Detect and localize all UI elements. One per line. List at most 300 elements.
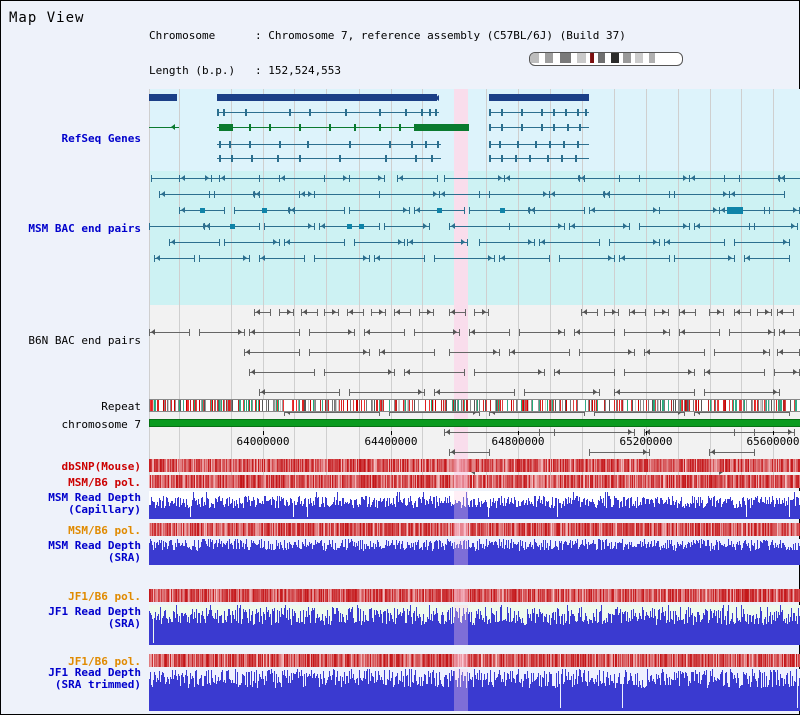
strand-arrow	[583, 95, 587, 101]
bac-pair-line	[149, 332, 189, 333]
repeat-element	[655, 400, 656, 411]
bac-pair-line	[349, 392, 424, 393]
repeat-element	[310, 400, 311, 411]
transcript-exon	[339, 155, 341, 162]
bac-end-tick	[734, 255, 735, 262]
repeat-element	[374, 400, 375, 411]
transcript-exon	[579, 124, 581, 131]
bac-end-tick	[723, 309, 724, 316]
bac-strand-arrow	[181, 207, 185, 213]
gene-exon-green	[354, 124, 356, 131]
bac-strand-arrow	[363, 255, 367, 261]
bac-pair-line	[604, 194, 674, 195]
bac-strand-arrow	[451, 449, 455, 455]
repeat-element	[455, 400, 456, 411]
repeat-element	[711, 400, 712, 411]
bac-strand-arrow	[238, 329, 242, 335]
repeat-element	[359, 400, 360, 411]
bac-pair-line	[539, 242, 599, 243]
bac-strand-arrow	[593, 389, 597, 395]
grid-line	[391, 171, 392, 305]
b6n-bac-end-pairs-track	[149, 305, 800, 481]
bac-strand-arrow	[381, 349, 385, 355]
repeat-element	[671, 400, 672, 411]
bac-pair-line	[284, 412, 379, 413]
bac-end-tick	[397, 175, 398, 182]
bac-end-tick	[194, 255, 195, 262]
bac-end-tick	[488, 309, 489, 316]
repeat-element	[741, 400, 742, 411]
bac-end-tick	[769, 349, 770, 356]
repeat-element	[256, 400, 257, 411]
repeat-element	[232, 400, 233, 411]
bac-strand-arrow	[723, 191, 727, 197]
bac-end-tick	[270, 309, 271, 316]
repeat-element	[614, 400, 615, 411]
bac-strand-arrow	[606, 191, 610, 197]
transcript-exon	[231, 155, 233, 162]
repeat-element	[343, 400, 344, 411]
bac-end-tick	[669, 191, 670, 198]
bac-end-tick	[349, 389, 350, 396]
repeat-element	[617, 400, 618, 411]
bac-end-tick	[394, 369, 395, 376]
strand-arrow	[173, 95, 177, 101]
bac-highlight-block	[727, 207, 743, 214]
repeat-element	[212, 400, 213, 411]
repeat-element	[708, 400, 709, 411]
bac-end-tick	[797, 223, 798, 230]
grid-line	[614, 171, 615, 305]
transcript-exon	[521, 109, 523, 116]
bac-pair-line	[289, 210, 344, 211]
bac-end-tick	[604, 309, 605, 316]
bac-end-tick	[314, 369, 315, 376]
transcript-exon	[415, 155, 417, 162]
repeat-element	[409, 400, 410, 411]
ideogram-band	[577, 53, 586, 63]
bac-end-tick	[394, 309, 395, 316]
bac-strand-arrow	[388, 369, 392, 375]
bac-strand-arrow	[151, 329, 155, 335]
repeat-element	[446, 400, 447, 411]
transcript-exon	[489, 124, 491, 131]
bac-strand-arrow	[531, 207, 535, 213]
bac-end-tick	[694, 369, 695, 376]
transcript-exon	[561, 155, 563, 162]
bac-end-tick	[249, 369, 250, 376]
bac-strand-arrow	[783, 239, 787, 245]
repeat-element	[638, 400, 639, 411]
bac-end-tick	[544, 369, 545, 376]
track-label-msm-bac: MSM BAC end pairs	[28, 222, 141, 235]
transcript-exon	[501, 109, 503, 116]
repeat-element	[490, 400, 491, 411]
bac-strand-arrow	[416, 207, 420, 213]
grid-line	[582, 171, 583, 305]
bac-pair-line	[434, 258, 494, 259]
transcript-exon	[219, 141, 221, 148]
bac-end-tick	[449, 223, 450, 230]
repeat-element	[762, 400, 763, 411]
bac-strand-arrow	[728, 255, 732, 261]
bac-end-tick	[564, 223, 565, 230]
bac-strand-arrow	[378, 175, 382, 181]
gene-exon-block	[217, 94, 437, 101]
bac-strand-arrow	[681, 309, 685, 315]
repeat-element	[500, 400, 501, 411]
bac-end-tick	[750, 309, 751, 316]
bac-pair-line	[354, 242, 404, 243]
transcript-exon	[279, 141, 281, 148]
bac-end-tick	[499, 349, 500, 356]
center-highlight-band	[454, 491, 468, 519]
repeat-element	[221, 400, 222, 411]
bac-end-tick	[279, 239, 280, 246]
bac-strand-arrow	[332, 309, 336, 315]
bac-end-tick	[264, 223, 265, 230]
chromosome-ideogram[interactable]	[529, 52, 683, 66]
repeat-element	[435, 400, 436, 411]
repeat-element	[781, 400, 782, 411]
bac-strand-arrow	[399, 175, 403, 181]
repeat-element	[183, 400, 184, 411]
strand-arrow	[171, 124, 175, 130]
bac-end-tick	[581, 309, 582, 316]
bac-strand-arrow	[256, 309, 260, 315]
gene-exon-green	[379, 124, 381, 131]
repeat-element	[283, 400, 284, 411]
repeat-element	[513, 400, 514, 411]
bac-end-tick	[259, 255, 260, 262]
repeat-element	[755, 400, 756, 411]
bac-pair-line	[469, 332, 509, 333]
bac-end-tick	[474, 309, 475, 316]
bac-strand-arrow	[273, 239, 277, 245]
bac-strand-arrow	[221, 175, 225, 181]
repeat-element	[341, 400, 342, 411]
bac-end-tick	[344, 207, 345, 214]
bac-end-tick	[199, 255, 200, 262]
bac-strand-arrow	[206, 223, 210, 229]
repeat-element	[682, 400, 683, 411]
bac-pair-line	[744, 258, 789, 259]
bac-pair-line	[224, 242, 279, 243]
transcript-exon	[249, 141, 251, 148]
bac-end-tick	[549, 255, 550, 262]
bac-marker	[437, 208, 442, 213]
page-title: Map View	[9, 10, 85, 26]
bac-strand-arrow	[608, 255, 612, 261]
bac-end-tick	[179, 175, 180, 182]
repeat-element	[570, 400, 571, 411]
ideogram-band	[623, 53, 631, 63]
transcript-exon	[429, 109, 431, 116]
repeat-element	[511, 400, 512, 411]
repeat-element	[785, 400, 786, 411]
grid-line	[422, 171, 423, 305]
repeat-element	[725, 400, 726, 411]
repeat-element	[399, 400, 400, 411]
transcript-exon	[577, 109, 579, 116]
repeat-element	[246, 400, 247, 411]
bac-strand-arrow	[441, 191, 445, 197]
repeat-element	[729, 400, 730, 411]
bac-marker	[262, 208, 267, 213]
transcript-exon	[345, 109, 347, 116]
info-length: Length (b.p.) : 152,524,553	[149, 63, 342, 77]
bac-pair-line	[694, 412, 789, 413]
bac-end-tick	[324, 309, 325, 316]
bac-strand-arrow	[543, 191, 547, 197]
repeat-element	[658, 400, 659, 411]
bac-strand-arrow	[681, 329, 685, 335]
bac-strand-arrow	[348, 329, 352, 335]
bac-pair-line	[589, 452, 649, 453]
bac-end-tick	[614, 329, 615, 336]
bac-strand-arrow	[581, 175, 585, 181]
bac-end-tick	[793, 309, 794, 316]
bac-pair-line	[704, 372, 764, 373]
repeat-element	[648, 400, 649, 411]
bac-strand-arrow	[781, 175, 785, 181]
bac-end-tick	[774, 329, 775, 336]
bac-strand-arrow	[453, 329, 457, 335]
bac-pair-line	[674, 258, 734, 259]
bac-strand-arrow	[433, 191, 437, 197]
repeat-element	[350, 400, 351, 411]
repeat-element	[562, 400, 563, 411]
track-label-b6n-bac: B6N BAC end pairs	[28, 334, 141, 347]
bac-strand-arrow	[736, 309, 740, 315]
grid-line	[646, 171, 647, 305]
bac-end-tick	[234, 207, 235, 214]
transcript-exon	[489, 141, 491, 148]
transcript-exon	[425, 141, 427, 148]
repeat-element	[623, 400, 624, 411]
repeat-element	[619, 400, 620, 411]
bac-end-tick	[434, 389, 435, 396]
bac-strand-arrow	[711, 449, 715, 455]
bac-pair-line	[489, 412, 584, 413]
bac-pair-line	[729, 194, 784, 195]
repeat-element	[305, 400, 306, 411]
bac-end-tick	[369, 349, 370, 356]
bac-strand-arrow	[451, 223, 455, 229]
bac-end-tick	[679, 329, 680, 336]
repeat-element	[190, 400, 191, 411]
bac-pair-line	[664, 242, 724, 243]
bac-strand-arrow	[765, 309, 769, 315]
bac-end-tick	[704, 349, 705, 356]
bac-strand-arrow	[471, 329, 475, 335]
bac-pair-line	[169, 242, 219, 243]
center-highlight-band	[454, 523, 468, 536]
bac-pair-line	[244, 352, 299, 353]
bac-pair-line	[209, 194, 259, 195]
bac-end-tick	[579, 175, 580, 182]
bac-end-tick	[404, 329, 405, 336]
bac-pair-line	[724, 178, 784, 179]
repeat-element	[486, 400, 487, 411]
transcript-exon	[553, 124, 555, 131]
bac-strand-arrow	[558, 223, 562, 229]
bac-strand-arrow	[261, 389, 265, 395]
bac-end-tick	[339, 389, 340, 396]
transcript-exon	[489, 109, 491, 116]
bac-end-tick	[439, 191, 440, 198]
bac-end-tick	[609, 239, 610, 246]
repeat-element	[320, 400, 321, 411]
bac-end-tick	[524, 389, 525, 396]
repeat-element	[640, 400, 641, 411]
bac-strand-arrow	[628, 349, 632, 355]
bac-strand-arrow	[551, 191, 555, 197]
repeat-element	[224, 400, 225, 411]
bac-end-tick	[444, 175, 445, 182]
repeat-element	[796, 400, 797, 411]
bac-end-tick	[704, 369, 705, 376]
transcript-exon	[309, 109, 311, 116]
bac-strand-arrow	[662, 309, 666, 315]
bac-pair-line	[154, 258, 194, 259]
bac-end-tick	[774, 369, 775, 376]
bac-pair-line	[529, 210, 584, 211]
repeat-element	[507, 400, 508, 411]
gene-exon-block-green	[414, 124, 469, 131]
bac-pair-line	[714, 352, 769, 353]
bac-pair-line	[264, 226, 314, 227]
bac-pair-line	[474, 372, 544, 373]
repeat-element	[577, 400, 578, 411]
bac-marker	[200, 208, 205, 213]
bac-end-tick	[419, 309, 420, 316]
bac-end-tick	[379, 349, 380, 356]
bac-end-tick	[259, 223, 260, 230]
bac-strand-arrow	[171, 239, 175, 245]
bac-end-tick	[363, 309, 364, 316]
bac-end-tick	[744, 255, 745, 262]
bac-end-tick	[347, 309, 348, 316]
bac-strand-arrow	[717, 309, 721, 315]
bac-pair-line	[349, 210, 409, 211]
transcript-exon	[567, 124, 569, 131]
bac-end-tick	[429, 223, 430, 230]
bac-strand-arrow	[398, 239, 402, 245]
repeat-element	[553, 400, 554, 411]
bac-end-tick	[324, 369, 325, 376]
transcript-line	[489, 112, 589, 113]
depth-bin	[556, 498, 557, 519]
grid-line	[614, 89, 615, 171]
bac-end-tick	[589, 449, 590, 456]
ruler-tick-label: 64400000	[364, 435, 418, 448]
track-label-chromosome: chromosome 7	[61, 418, 141, 431]
repeat-element	[266, 400, 267, 411]
bac-end-tick	[479, 191, 480, 198]
grid-line	[518, 171, 519, 305]
bac-strand-arrow	[683, 223, 687, 229]
bac-end-tick	[369, 255, 370, 262]
bac-strand-arrow	[583, 309, 587, 315]
bac-pair-line	[479, 242, 534, 243]
repeat-element	[701, 400, 702, 411]
track-label-msm-pol-sra: MSM/B6 pol.	[68, 524, 141, 537]
msm-read-depth-capillary-track	[149, 491, 800, 519]
transcript-line	[489, 144, 589, 145]
bac-pair-line	[449, 352, 499, 353]
bac-strand-arrow	[482, 309, 486, 315]
bac-end-tick	[764, 207, 765, 214]
repeat-element	[405, 400, 406, 411]
bac-end-tick	[149, 223, 150, 230]
bac-end-tick	[434, 255, 435, 262]
track-label-msm-depth-capillary-line: (Capillary)	[68, 503, 141, 516]
bac-end-tick	[654, 309, 655, 316]
repeat-element	[377, 400, 378, 411]
bac-end-tick	[354, 329, 355, 336]
bac-strand-arrow	[366, 329, 370, 335]
bac-end-tick	[244, 349, 245, 356]
bac-strand-arrow	[511, 349, 515, 355]
ideogram-band	[553, 53, 561, 63]
repeat-element	[296, 400, 297, 411]
bac-strand-arrow	[653, 207, 657, 213]
transcript-exon	[541, 124, 543, 131]
bac-end-tick	[644, 349, 645, 356]
bac-end-tick	[467, 239, 468, 246]
bac-end-tick	[579, 349, 580, 356]
bac-strand-arrow	[571, 223, 575, 229]
repeat-element	[675, 400, 676, 411]
bac-strand-arrow	[156, 255, 160, 261]
bac-strand-arrow	[612, 309, 616, 315]
bac-end-tick	[479, 239, 480, 246]
bac-end-tick	[179, 207, 180, 214]
bac-end-tick	[569, 223, 570, 230]
bac-end-tick	[659, 207, 660, 214]
bac-pair-line	[449, 452, 489, 453]
bac-strand-arrow	[161, 191, 165, 197]
chromosome-track	[149, 419, 800, 427]
bac-end-tick	[249, 255, 250, 262]
bac-end-tick	[151, 175, 152, 182]
repeat-element	[758, 400, 759, 411]
bac-strand-arrow	[403, 207, 407, 213]
bac-strand-arrow	[616, 389, 620, 395]
bac-strand-arrow	[379, 309, 383, 315]
bac-end-tick	[584, 207, 585, 214]
transcript-exon	[553, 109, 555, 116]
bac-end-tick	[244, 329, 245, 336]
bac-strand-arrow	[281, 175, 285, 181]
grid-line	[326, 171, 327, 305]
bac-pair-line	[579, 352, 634, 353]
bac-end-tick	[249, 329, 250, 336]
bac-strand-arrow	[246, 349, 250, 355]
repeat-element	[262, 400, 263, 411]
repeat-element	[547, 400, 548, 411]
repeat-element	[573, 400, 574, 411]
bac-pair-line	[624, 372, 694, 373]
bac-strand-arrow	[286, 239, 290, 245]
bac-end-tick	[404, 239, 405, 246]
bac-end-tick	[764, 369, 765, 376]
repeat-element	[545, 400, 546, 411]
bac-strand-arrow	[646, 349, 650, 355]
bac-strand-arrow	[303, 309, 307, 315]
repeat-element	[171, 400, 172, 411]
